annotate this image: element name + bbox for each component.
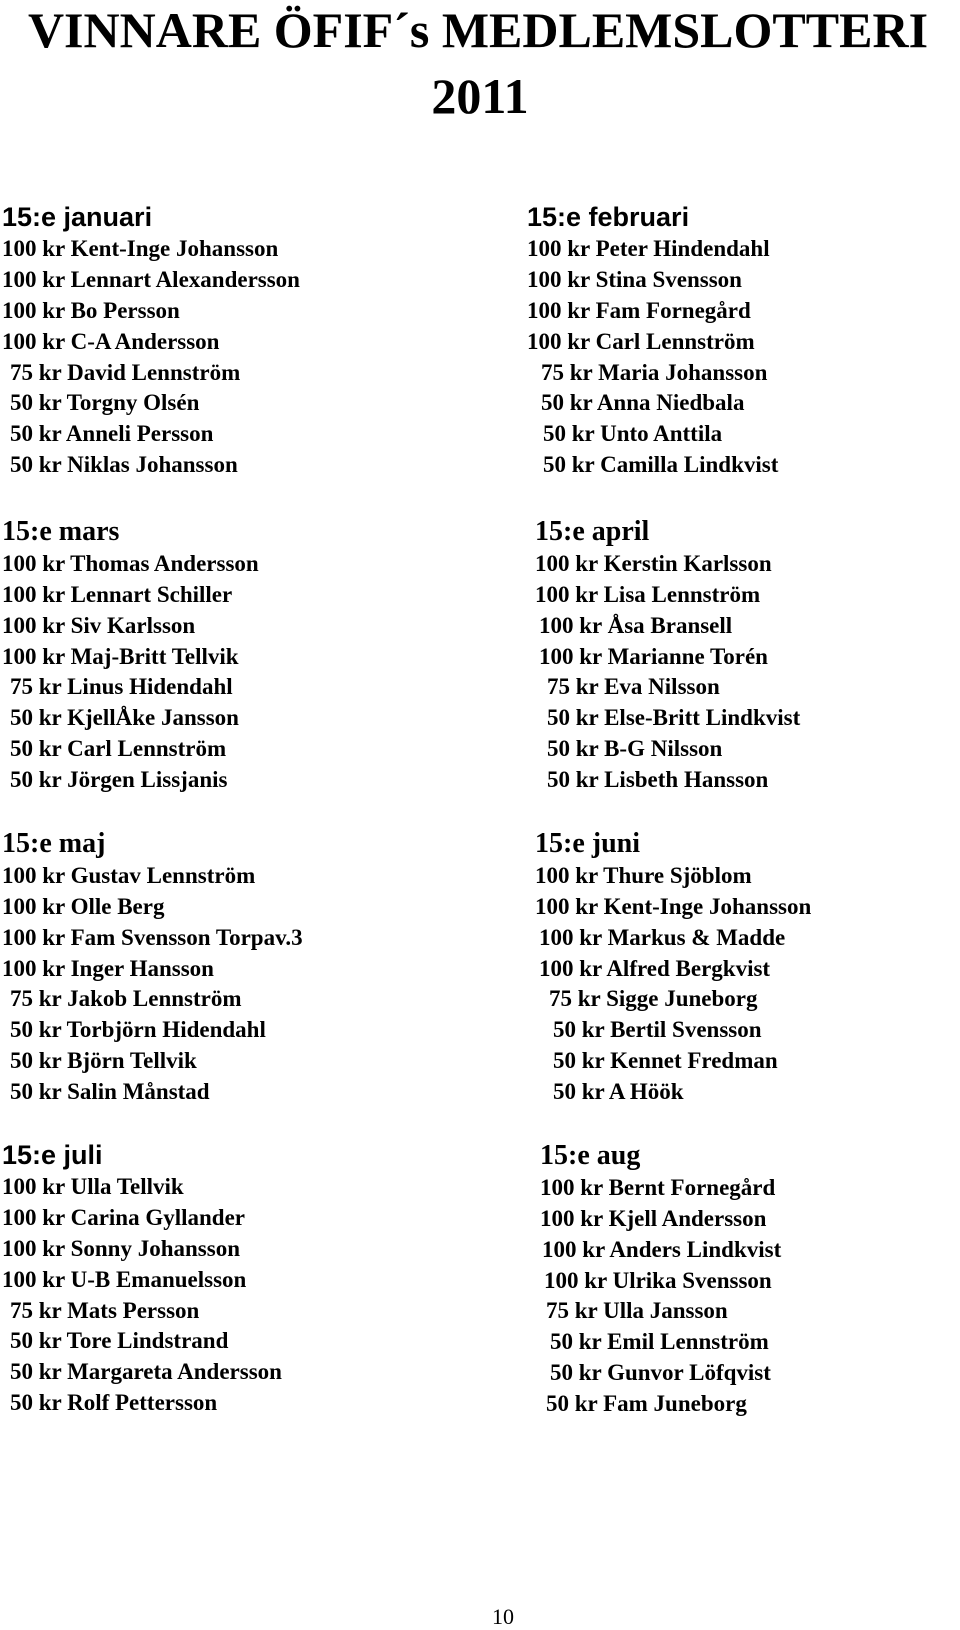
winner-entry: 100 kr Ulrika Svensson [544, 1267, 772, 1293]
draw-august [540, 1118, 781, 1420]
winner-entry: 50 kr Fam Juneborg [546, 1390, 747, 1416]
winner-entry: 100 kr U-B Emanuelsson [2, 1266, 247, 1292]
winner-entry: 75 kr Eva Nilsson [547, 674, 720, 700]
winner-entry: 100 kr Thomas Andersson [2, 551, 259, 577]
draw-date-heading: 15:e aug [540, 1140, 641, 1172]
draw-date-heading: 15:e maj [2, 828, 106, 860]
winner-entry: 100 kr Kerstin Karlsson [535, 551, 772, 577]
winner-entry: 100 kr Kent-Inge Johansson [2, 236, 279, 262]
draw-february [527, 180, 778, 481]
winner-entry: 75 kr David Lennström [10, 359, 241, 385]
winner-entry: 100 kr Lennart Alexandersson [2, 267, 300, 293]
draw-january [2, 180, 300, 481]
winner-entry: 50 kr Anneli Persson [10, 421, 214, 447]
draw-july [2, 1118, 282, 1419]
winner-entry: 50 kr A Höök [553, 1078, 684, 1104]
winner-entry: 50 kr Unto Anttila [543, 421, 723, 447]
winner-entry: 50 kr Niklas Johansson [10, 451, 238, 477]
winner-entry: 100 kr Carl Lennström [527, 328, 755, 354]
winner-entry: 50 kr B-G Nilsson [547, 736, 723, 762]
winner-entry: 50 kr Björn Tellvik [10, 1048, 197, 1074]
winner-entry: 100 kr Inger Hansson [2, 955, 214, 981]
winner-entry: 50 kr Anna Niedbala [541, 390, 745, 416]
winner-entry: 100 kr Anders Lindkvist [542, 1236, 782, 1262]
winner-entry: 100 kr Bernt Fornegård [540, 1175, 776, 1201]
draw-april [535, 494, 800, 796]
winner-entry: 50 kr Jörgen Lissjanis [10, 766, 228, 792]
winner-entry: 100 kr Gustav Lennström [2, 863, 256, 889]
winner-entry: 100 kr Peter Hindendahl [527, 236, 770, 262]
winner-entry: 100 kr Stina Svensson [527, 267, 742, 293]
draw-date-heading: 15:e januari [2, 202, 153, 233]
winner-entry: 100 kr Fam Svensson Torpav.3 [2, 924, 303, 950]
winner-entry: 100 kr Sonny Johansson [2, 1236, 240, 1261]
winner-entry: 50 kr Camilla Lindkvist [543, 451, 779, 477]
winner-entry: 75 kr Linus Hidendahl [10, 674, 233, 700]
winner-entry: 100 kr Lisa Lennström [535, 582, 761, 608]
winner-entry: 100 kr Åsa Bransell [539, 612, 733, 638]
winner-entry: 75 kr Sigge Juneborg [549, 986, 758, 1012]
winner-entry: 50 kr Kennet Fredman [553, 1048, 778, 1074]
winner-entry: 100 kr Marianne Torén [539, 643, 768, 669]
winner-entry: 50 kr Torgny Olsén [10, 390, 200, 416]
winner-entry: 50 kr Lisbeth Hansson [547, 766, 769, 792]
winner-entry: 100 kr Kjell Andersson [540, 1206, 767, 1232]
winner-entry: 100 kr Ulla Tellvik [2, 1174, 184, 1200]
winner-entry: 100 kr Kent-Inge Johansson [535, 894, 812, 920]
winner-entry: 50 kr KjellÅke Jansson [10, 705, 239, 731]
winner-entry: 100 kr Fam Fornegård [527, 298, 751, 323]
winner-entry: 100 kr Maj-Britt Tellvik [2, 643, 239, 669]
winner-entry: 50 kr Tore Lindstrand [10, 1328, 229, 1354]
draw-date-heading: 15:e februari [527, 202, 690, 233]
draw-may [2, 806, 303, 1108]
document-title-year: 2011 [431, 68, 529, 124]
winner-entry: 50 kr Emil Lennström [550, 1329, 769, 1355]
draw-date-heading: 15:e april [535, 516, 650, 548]
winner-entry: 100 kr Bo Persson [2, 298, 180, 323]
winner-entry: 100 kr Thure Sjöblom [535, 863, 752, 889]
draw-date-heading: 15:e juni [535, 828, 640, 860]
winner-entry: 75 kr Jakob Lennström [10, 986, 242, 1012]
winner-entry: 75 kr Ulla Jansson [546, 1298, 728, 1324]
winner-entry: 50 kr Carl Lennström [10, 736, 227, 762]
winner-entry: 100 kr Markus & Madde [539, 924, 786, 950]
winner-entry: 50 kr Rolf Pettersson [10, 1389, 218, 1415]
winner-entry: 50 kr Margareta Andersson [10, 1359, 282, 1385]
winner-entry: 100 kr Carina Gyllander [2, 1205, 246, 1231]
winner-entry: 50 kr Bertil Svensson [553, 1017, 762, 1043]
winner-entry: 100 kr Lennart Schiller [2, 582, 233, 608]
draw-date-heading: 15:e mars [2, 516, 120, 548]
winner-entry: 100 kr Alfred Bergkvist [539, 955, 771, 981]
document-title: VINNARE ÖFIF´s MEDLEMSLOTTERI [27, 2, 929, 58]
page-number: 10 [492, 1604, 514, 1629]
winner-entry: 100 kr Olle Berg [2, 894, 165, 920]
winner-entry: 75 kr Mats Persson [10, 1297, 200, 1323]
winner-entry: 75 kr Maria Johansson [541, 359, 768, 385]
winner-entry: 100 kr C-A Andersson [2, 328, 220, 354]
draw-june [535, 806, 811, 1108]
winner-entry: 50 kr Else-Britt Lindkvist [547, 705, 801, 731]
winner-entry: 100 kr Siv Karlsson [2, 612, 196, 638]
winner-entry: 50 kr Salin Månstad [10, 1078, 210, 1104]
winner-entry: 50 kr Torbjörn Hidendahl [10, 1017, 266, 1043]
draw-date-heading: 15:e juli [2, 1140, 103, 1171]
draw-march [2, 494, 259, 796]
winner-entry: 50 kr Gunvor Löfqvist [550, 1360, 771, 1386]
